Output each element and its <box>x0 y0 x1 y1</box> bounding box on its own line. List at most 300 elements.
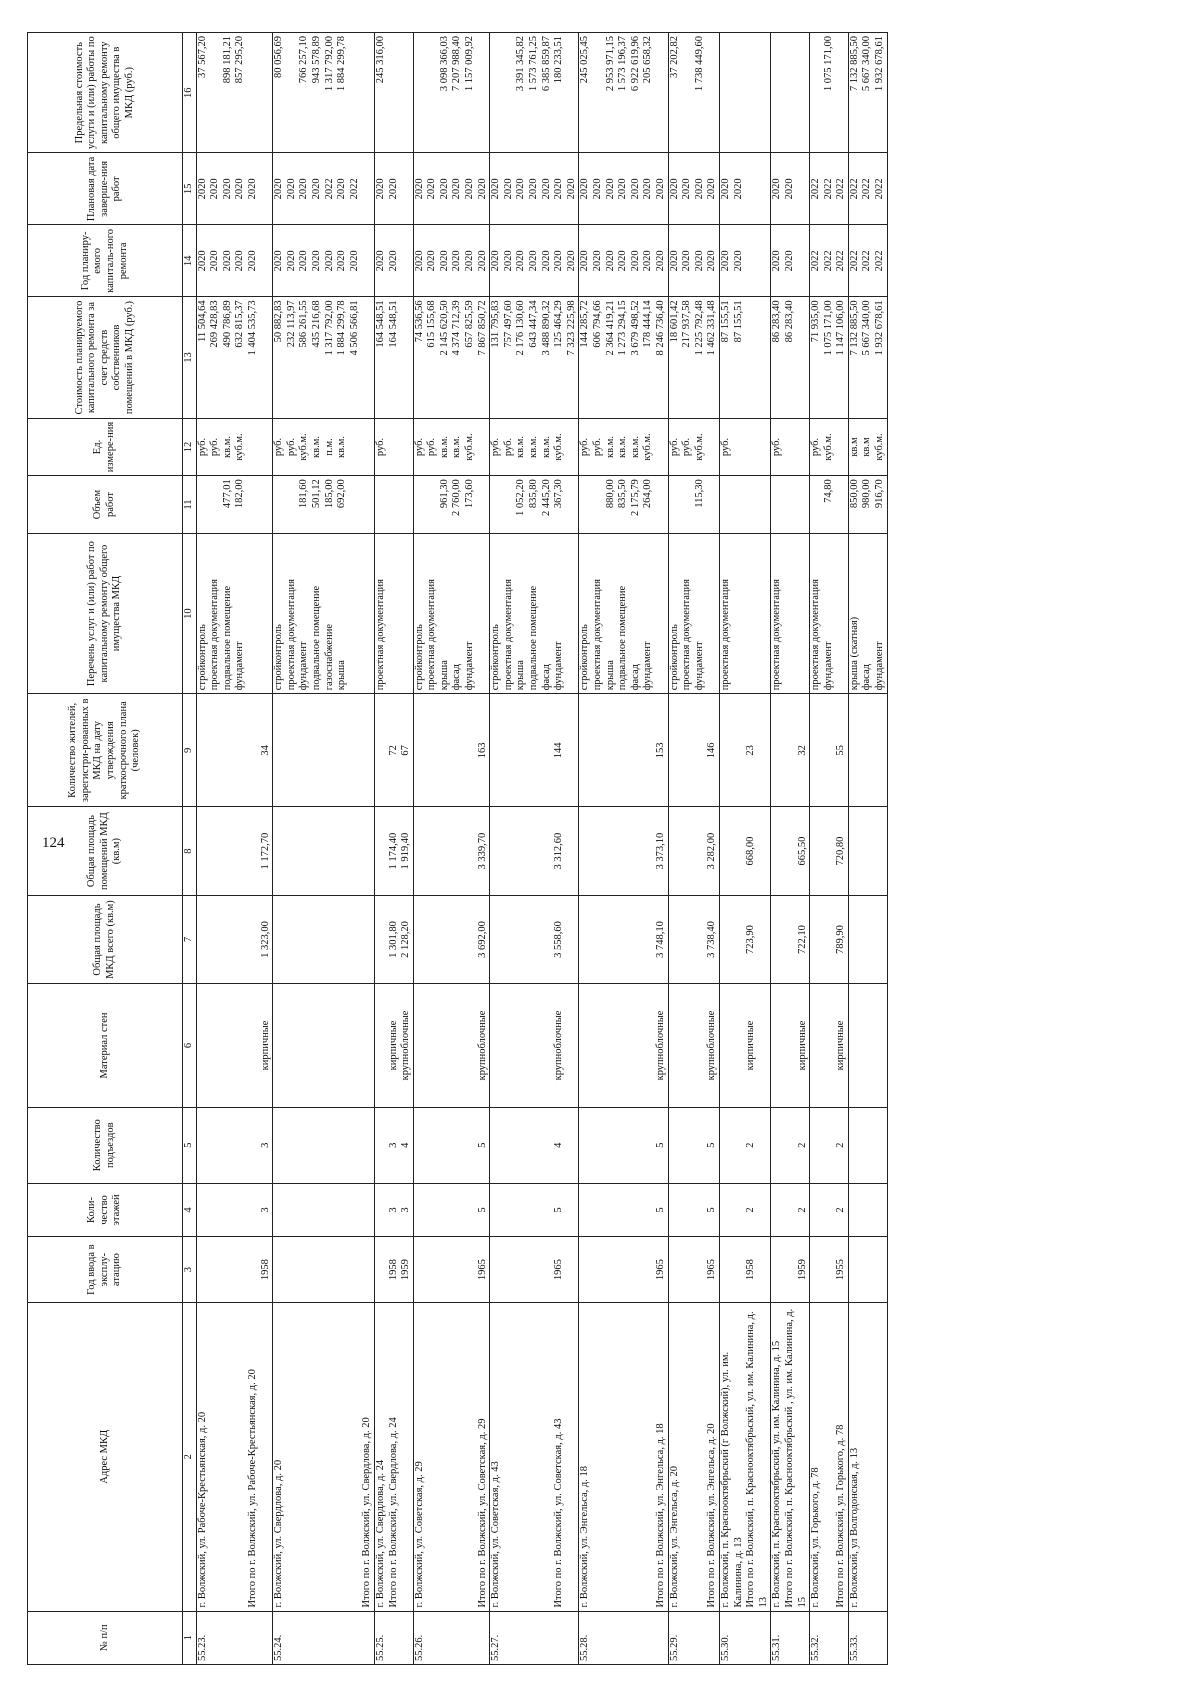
completion-year: 2020 <box>464 178 476 200</box>
total-area <box>464 899 477 980</box>
commission-year-cell <box>810 1237 849 1303</box>
residents: 55 <box>835 745 847 756</box>
commission-year: 1959 <box>796 1259 808 1281</box>
address-cell <box>771 1303 810 1612</box>
unit-cell <box>196 418 273 476</box>
commission-year: 1959 <box>400 1259 412 1281</box>
cost: 2 145 620,50 <box>438 300 450 356</box>
entrances-cell <box>771 1107 810 1183</box>
work-volume-cell <box>273 476 375 534</box>
work-volume <box>209 479 222 530</box>
table-row <box>668 33 719 1665</box>
unit: кв.м. <box>617 436 629 458</box>
commission-year <box>426 1240 439 1299</box>
cost: 11 504,64 <box>196 300 208 342</box>
entrances: 5 <box>706 1142 718 1148</box>
floors: 2 <box>835 1207 847 1213</box>
unit-cell <box>771 418 810 476</box>
floors <box>579 1187 592 1233</box>
unit: руб. <box>592 437 603 457</box>
premises-area <box>490 810 503 891</box>
completion-year: 2020 <box>426 178 438 200</box>
address-cell <box>848 1303 887 1612</box>
column-header-16: Предельная стоимость услуги и (или) работы по капитальному ремонту общего имущества в МКД (руб.) <box>28 33 183 153</box>
table-row <box>196 33 273 1665</box>
completion-year: 2020 <box>654 178 666 200</box>
work-volume <box>286 479 299 530</box>
total-area-cell <box>771 895 810 983</box>
residents: 163 <box>476 742 488 759</box>
work-type: фундамент <box>234 641 246 691</box>
floors-cell <box>810 1183 849 1236</box>
column-header-2: Адрес МКД <box>28 1303 183 1612</box>
floors <box>592 1187 605 1233</box>
premises-area: 3 339,70 <box>476 832 488 870</box>
entrances: 5 <box>476 1142 488 1148</box>
total-area-cell <box>490 895 579 983</box>
repair-year: 2020 <box>273 250 285 272</box>
address <box>298 1306 311 1608</box>
work-volume: 2 445,20 <box>540 479 552 517</box>
unit: кв.м. <box>310 436 322 458</box>
work-volume: 2 175,79 <box>629 479 641 517</box>
address: Итого по г. Волжский, ул. Горького, д. 78 <box>835 1424 847 1608</box>
entrances <box>617 1111 630 1180</box>
repair-year: 2020 <box>617 250 629 272</box>
cost: 1 932 678,61 <box>874 300 886 356</box>
wall-material: кирпичные <box>259 1020 271 1071</box>
row-number: 55.33. <box>848 1634 860 1661</box>
work-type: фундамент <box>822 641 834 691</box>
completion-year: 2020 <box>706 178 718 200</box>
column-header-12: Ед. измере-ния <box>28 418 183 476</box>
work-type: проектная документация <box>681 579 693 691</box>
work-volume: 850,00 <box>848 479 860 509</box>
work-volume-cell <box>771 476 810 534</box>
address <box>592 1306 605 1608</box>
residents <box>771 697 784 803</box>
unit: куб.м. <box>298 433 310 461</box>
floors <box>503 1187 516 1233</box>
cost: 87 155,51 <box>732 300 744 343</box>
commission-year <box>681 1240 694 1299</box>
cost: 1 147 106,00 <box>835 300 847 356</box>
max-cost <box>286 36 299 149</box>
commission-year <box>528 1240 541 1299</box>
row-number-cell <box>490 1611 579 1664</box>
entrances <box>234 1111 247 1180</box>
repair-year: 2020 <box>234 250 246 272</box>
unit: руб. <box>810 437 822 457</box>
total-area: 723,90 <box>745 925 757 954</box>
entrances <box>694 1111 707 1180</box>
premises-area: 665,50 <box>796 836 808 866</box>
address: г. Волжский, ул. Рабоче-Крестьянская, д. 20 <box>196 1411 208 1608</box>
address: г. Волжский, ул. Энгельса, д. 18 <box>579 1466 591 1608</box>
completion-year: 2020 <box>221 178 233 200</box>
completion-year: 2020 <box>490 178 502 200</box>
work-type-cell <box>848 533 887 693</box>
work-volume: 501,12 <box>310 479 322 509</box>
address <box>349 1306 362 1608</box>
repair-year: 2020 <box>438 250 450 272</box>
column-header-7: Общая площадь МКД всего (кв.м) <box>28 895 183 983</box>
table-row <box>848 33 887 1665</box>
address: Итого по г. Волжский, ул. Советская, д. 29 <box>476 1418 488 1608</box>
floors: 3 <box>387 1207 399 1213</box>
work-volume: 916,70 <box>874 479 886 509</box>
premises-area-cell <box>579 807 668 895</box>
address <box>426 1306 439 1608</box>
commission-year: 1958 <box>745 1259 757 1281</box>
residents <box>617 697 630 803</box>
completion-year: 2022 <box>323 178 335 200</box>
floors <box>617 1187 630 1233</box>
residents <box>490 697 503 803</box>
work-type: проектная документация <box>771 579 783 691</box>
repair-year: 2020 <box>654 250 666 272</box>
unit: кв.м <box>861 437 873 457</box>
cost-cell <box>771 297 810 418</box>
cost: 164 548,51 <box>387 300 399 348</box>
total-area <box>414 899 427 980</box>
completion-year-cell <box>719 153 770 225</box>
work-type: крыша <box>336 660 348 691</box>
floors <box>784 1187 797 1233</box>
work-type: стройконтроль <box>413 624 425 691</box>
premises-area <box>694 810 707 891</box>
wall-material: крупноблочные <box>476 1010 488 1081</box>
unit: п.м. <box>323 438 335 456</box>
work-volume: 185,00 <box>323 479 335 509</box>
premises-area-cell <box>490 807 579 895</box>
unit: кв.м. <box>438 436 450 458</box>
work-volume: 880,00 <box>604 479 616 509</box>
floors: 5 <box>706 1207 718 1213</box>
table-row <box>374 33 413 1665</box>
unit: руб. <box>196 437 208 457</box>
wall-material <box>579 987 592 1103</box>
commission-year-cell <box>374 1237 413 1303</box>
commission-year <box>490 1240 503 1299</box>
max-cost-cell <box>719 33 770 153</box>
commission-year <box>605 1240 618 1299</box>
commission-year <box>669 1240 682 1299</box>
completion-year-cell <box>413 153 490 225</box>
floors-cell <box>374 1183 413 1236</box>
wall-material <box>247 987 260 1103</box>
unit: руб. <box>668 437 680 457</box>
total-area <box>642 899 655 980</box>
wall-material-cell <box>771 984 810 1107</box>
residents <box>414 697 427 803</box>
floors-cell <box>668 1183 719 1236</box>
total-area <box>234 899 247 980</box>
address <box>617 1306 630 1608</box>
max-cost-cell <box>771 33 810 153</box>
repair-year: 2022 <box>861 250 873 272</box>
address <box>515 1306 528 1608</box>
address: Итого по г. Волжский, п. Краснооктябрьский, ул. им. Калинина, д. 13 <box>745 1311 769 1608</box>
max-cost-cell <box>490 33 579 153</box>
cost: 3 488 890,32 <box>540 300 552 356</box>
floors <box>541 1187 554 1233</box>
completion-year: 2020 <box>629 178 641 200</box>
row-number: 55.28. <box>579 1634 591 1661</box>
cost: 7 132 885,50 <box>848 300 860 356</box>
entrances <box>771 1111 784 1180</box>
commission-year <box>209 1240 222 1299</box>
commission-year <box>579 1240 592 1299</box>
premises-area <box>579 810 592 891</box>
work-type: проектная документация <box>502 579 514 691</box>
total-area: 789,90 <box>835 925 847 954</box>
wall-material-cell <box>374 984 413 1107</box>
premises-area <box>681 810 694 891</box>
wall-material-cell <box>579 984 668 1107</box>
residents: 32 <box>796 745 808 756</box>
cost: 657 825,59 <box>464 300 476 348</box>
completion-year: 2020 <box>681 178 693 200</box>
commission-year <box>375 1240 388 1299</box>
address <box>439 1306 452 1608</box>
repair-year-cell <box>810 225 849 297</box>
premises-area <box>784 810 797 891</box>
residents <box>439 697 452 803</box>
max-cost: 7 132 885,50 <box>848 36 860 92</box>
floors <box>771 1187 784 1233</box>
max-cost: 943 578,89 <box>310 36 322 84</box>
work-type-cell <box>413 533 490 693</box>
cost: 164 548,51 <box>374 300 386 348</box>
cost: 4 374 712,39 <box>451 300 463 356</box>
floors: 5 <box>553 1207 565 1213</box>
completion-year: 2022 <box>822 178 834 200</box>
column-number: 13 <box>183 297 197 418</box>
max-cost: 180 233,51 <box>553 36 565 84</box>
residents: 23 <box>745 745 757 756</box>
total-area <box>528 899 541 980</box>
floors <box>451 1187 464 1233</box>
wall-material <box>784 987 797 1103</box>
completion-year: 2020 <box>592 178 603 200</box>
completion-year: 2020 <box>298 178 310 200</box>
repair-year: 2020 <box>490 250 502 272</box>
work-volume <box>579 479 592 530</box>
repair-year-cell <box>196 225 273 297</box>
cost-cell <box>490 297 579 418</box>
entrances: 2 <box>796 1142 808 1148</box>
max-cost: 7 207 988,40 <box>451 36 463 92</box>
repair-year: 2020 <box>693 250 705 272</box>
address <box>286 1306 299 1608</box>
cost-cell <box>848 297 887 418</box>
commission-year <box>810 1240 823 1299</box>
max-cost: 3 391 345,82 <box>515 36 527 92</box>
work-volume: 367,30 <box>553 479 565 509</box>
entrances <box>669 1111 682 1180</box>
address <box>234 1306 247 1608</box>
cost: 7 867 850,72 <box>476 300 488 356</box>
column-number: 9 <box>183 694 197 807</box>
column-header-1: № п/п <box>28 1611 183 1664</box>
work-volume <box>771 479 784 530</box>
work-volume: 2 760,00 <box>451 479 463 517</box>
repair-year-cell <box>848 225 887 297</box>
address <box>681 1306 694 1608</box>
max-cost: 1 573 761,25 <box>528 36 540 92</box>
unit-cell <box>490 418 579 476</box>
premises-area: 720,80 <box>835 836 847 866</box>
row-number: 55.23. <box>196 1634 208 1661</box>
unit-cell <box>579 418 668 476</box>
max-cost-cell <box>668 33 719 153</box>
wall-material: крупноблочные <box>400 1010 412 1081</box>
unit: куб.м. <box>874 433 886 461</box>
max-cost <box>720 36 733 149</box>
max-cost: 37 567,20 <box>196 36 208 78</box>
unit: руб. <box>490 437 502 457</box>
entrances <box>733 1111 746 1180</box>
cost: 757 497,60 <box>502 300 514 348</box>
wall-material <box>375 987 388 1103</box>
cost: 178 444,14 <box>642 300 654 348</box>
residents-cell <box>273 694 375 807</box>
entrances <box>541 1111 554 1180</box>
cost: 1 404 535,73 <box>246 300 258 356</box>
wall-material <box>720 987 733 1103</box>
commission-year <box>464 1240 477 1299</box>
total-area: 3 692,00 <box>476 921 488 958</box>
address: г. Волжский, ул. Свердлова, д. 20 <box>273 1459 285 1608</box>
commission-year <box>733 1240 746 1299</box>
cost: 125 464,29 <box>553 300 565 348</box>
column-number: 15 <box>183 153 197 225</box>
repair-year: 2020 <box>771 250 783 272</box>
cost-cell <box>668 297 719 418</box>
premises-area <box>234 810 247 891</box>
work-type: крыша <box>438 660 450 691</box>
wall-material <box>197 987 210 1103</box>
total-area <box>733 899 746 980</box>
wall-material-cell <box>719 984 770 1107</box>
unit: руб. <box>579 437 591 457</box>
max-cost: 898 181,21 <box>221 36 233 84</box>
repair-year: 2020 <box>642 250 654 272</box>
entrances-cell <box>810 1107 849 1183</box>
total-area <box>375 899 388 980</box>
residents: 34 <box>259 745 271 756</box>
completion-year: 2020 <box>413 178 425 200</box>
repair-year: 2020 <box>668 250 680 272</box>
floors-cell <box>771 1183 810 1236</box>
address: Итого по г. Волжский, ул. Энгельса, д. 20 <box>706 1423 718 1608</box>
entrances-cell <box>668 1107 719 1183</box>
residents <box>694 697 707 803</box>
unit-cell <box>273 418 375 476</box>
total-area-cell <box>719 895 770 983</box>
residents-cell <box>771 694 810 807</box>
repair-year-cell <box>771 225 810 297</box>
repair-year: 2022 <box>822 250 834 272</box>
address <box>694 1306 707 1608</box>
premises-area <box>451 810 464 891</box>
completion-year: 2020 <box>604 178 616 200</box>
address: г. Волжский, ул. Энгельса, д. 20 <box>668 1466 680 1608</box>
cost: 2 364 419,21 <box>604 300 616 356</box>
premises-area: 3 282,00 <box>706 832 718 870</box>
commission-year <box>784 1240 797 1299</box>
floors-cell <box>196 1183 273 1236</box>
work-type: стройконтроль <box>273 624 285 691</box>
commission-year <box>720 1240 733 1299</box>
premises-area <box>592 810 605 891</box>
residents-cell <box>579 694 668 807</box>
entrances-cell <box>413 1107 490 1183</box>
address: Итого по г. Волжский, ул. Свердлова, д. 20 <box>361 1417 373 1608</box>
completion-year: 2020 <box>617 178 629 200</box>
unit: куб.м. <box>234 433 246 461</box>
column-number: 4 <box>183 1183 197 1236</box>
total-area-cell <box>374 895 413 983</box>
unit: руб. <box>502 437 514 457</box>
wall-material-cell <box>413 984 490 1107</box>
residents: 146 <box>706 742 718 759</box>
unit: руб. <box>426 437 438 457</box>
repair-year: 2020 <box>681 250 693 272</box>
cost: 3 679 498,52 <box>629 300 641 356</box>
address <box>642 1306 655 1608</box>
floors <box>720 1187 733 1233</box>
completion-year: 2020 <box>553 178 565 200</box>
unit: куб.м. <box>822 433 834 461</box>
completion-year-cell <box>668 153 719 225</box>
work-volume: 173,60 <box>464 479 476 509</box>
repair-year: 2020 <box>553 250 565 272</box>
entrances <box>579 1111 592 1180</box>
wall-material <box>642 987 655 1103</box>
max-cost <box>209 36 222 149</box>
address: Итого по г. Волжский, п. Краснооктябрьский , ул. им. Калинина, д. 15 <box>783 1308 808 1608</box>
address <box>336 1306 349 1608</box>
work-volume <box>197 479 210 530</box>
address: Итого по г. Волжский, ул. Советская, д. 43 <box>553 1418 565 1608</box>
total-area: 1 323,00 <box>259 921 271 958</box>
repair-year: 2020 <box>246 250 258 272</box>
address <box>503 1306 516 1608</box>
entrances <box>810 1111 823 1180</box>
wall-material <box>439 987 452 1103</box>
max-cost <box>414 36 427 149</box>
max-cost: 245 316,00 <box>374 36 386 84</box>
work-volume: 692,00 <box>336 479 348 509</box>
work-type: проектная документация <box>285 579 297 691</box>
floors <box>234 1187 247 1233</box>
cost: 71 935,00 <box>810 300 822 343</box>
address: Итого по г. Волжский, ул. Рабоче-Крестьянская, д. 20 <box>246 1369 258 1608</box>
entrances: 4 <box>400 1142 412 1148</box>
wall-material <box>414 987 427 1103</box>
wall-material <box>426 987 439 1103</box>
table-row <box>719 33 770 1665</box>
premises-area <box>464 810 477 891</box>
work-volume <box>810 479 823 530</box>
max-cost: 766 257,10 <box>298 36 310 84</box>
cost: 606 794,66 <box>592 300 603 348</box>
residents <box>197 697 210 803</box>
residents <box>579 697 592 803</box>
residents <box>605 697 618 803</box>
